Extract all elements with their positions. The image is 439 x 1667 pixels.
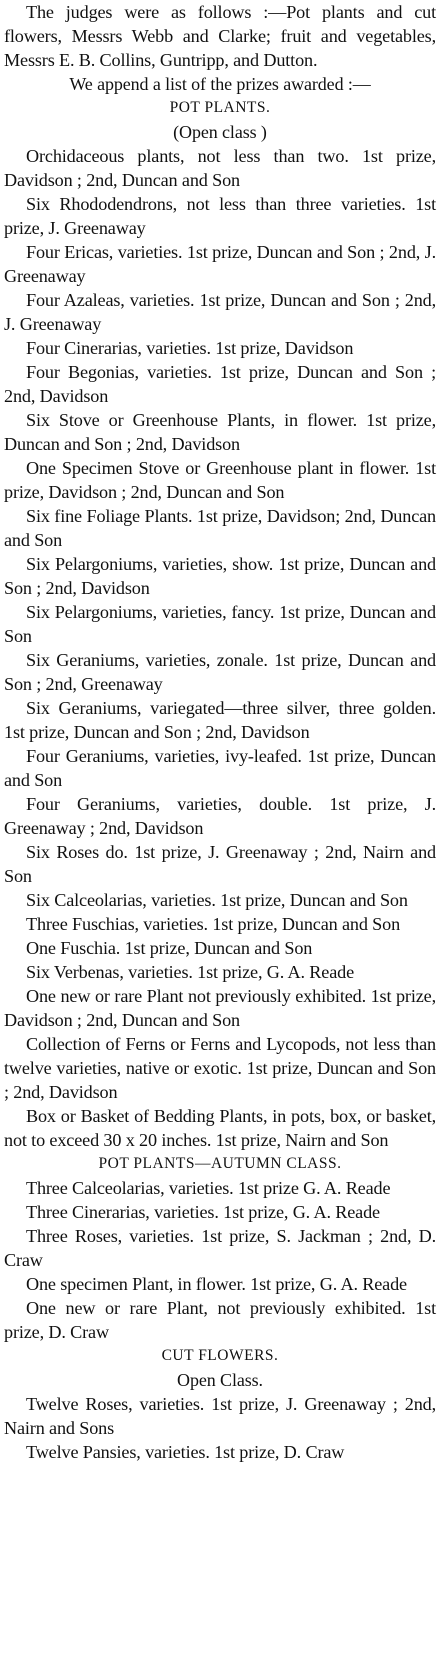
prize-entry: One specimen Plant, in flower. 1st prize, G. A. Reade (26, 1274, 407, 1294)
prize-entry: Six Pelargoniums, varieties, fancy. 1st prize, Duncan and Son (4, 602, 436, 646)
prize-entry: The judges were as follows :—Pot plants and cut flowers, Messrs Webb and Clarke; fruit and vegetables, Messrs E. B. Collins, Guntripp, and Dutton. (4, 2, 436, 70)
section-heading: CUT FLOWERS. (161, 1347, 279, 1364)
prize-entry: Six Roses do. 1st prize, J. Greenaway ; 2nd, Nairn and Son (4, 842, 436, 886)
prize-entry: Orchidaceous plants, not less than two. 1st prize, Davidson ; 2nd, Duncan and Son (4, 146, 436, 190)
section-heading: POT PLANTS. (169, 99, 271, 116)
prize-entry: Six Pelargoniums, varieties, show. 1st prize, Duncan and Son ; 2nd, Davidson (4, 554, 436, 598)
prize-entry: Six Verbenas, varieties. 1st prize, G. A. Reade (26, 962, 354, 982)
prize-entry: One new or rare Plant not previously exhibited. 1st prize, Davidson ; 2nd, Duncan and Son (4, 986, 436, 1030)
prize-entry: Four Azaleas, varieties. 1st prize, Duncan and Son ; 2nd, J. Greenaway (4, 290, 436, 334)
prize-entry: Six Stove or Greenhouse Plants, in flower. 1st prize, Duncan and Son ; 2nd, Davidson (4, 410, 436, 454)
prize-entry: Six Geraniums, varieties, zonale. 1st prize, Duncan and Son ; 2nd, Greenaway (4, 650, 436, 694)
prize-entry: Four Begonias, varieties. 1st prize, Duncan and Son ; 2nd, Davidson (4, 362, 436, 406)
section-heading: POT PLANTS—AUTUMN CLASS. (98, 1155, 342, 1172)
centered-line: Open Class. (177, 1370, 263, 1390)
prize-entry: Six Rhododendrons, not less than three varieties. 1st prize, J. Greenaway (4, 194, 436, 238)
prize-entry: Four Cinerarias, varieties. 1st prize, Davidson (26, 338, 354, 358)
prize-entry: Three Cinerarias, varieties. 1st prize, G. A. Reade (26, 1202, 380, 1222)
prize-entry: Box or Basket of Bedding Plants, in pots, box, or basket, not to exceed 30 x 20 inches. 1st prize, Nairn and Son (4, 1106, 436, 1150)
prize-entry: Four Geraniums, varieties, ivy-leafed. 1st prize, Duncan and Son (4, 746, 436, 790)
prize-entry: Four Ericas, varieties. 1st prize, Duncan and Son ; 2nd, J. Greenaway (4, 242, 436, 286)
prize-entry: Four Geraniums, varieties, double. 1st prize, J. Greenaway ; 2nd, Davidson (4, 794, 436, 838)
prize-entry: Three Roses, varieties. 1st prize, S. Jackman ; 2nd, D. Craw (4, 1226, 436, 1270)
prize-entry: One Fuschia. 1st prize, Duncan and Son (26, 938, 313, 958)
prize-entry: Six Geraniums, variegated—three silver, three golden. 1st prize, Duncan and Son ; 2nd, Davidson (4, 698, 436, 742)
prize-entry: Twelve Pansies, varieties. 1st prize, D. Craw (26, 1442, 345, 1462)
prize-entry: Three Calceolarias, varieties. 1st prize G. A. Reade (26, 1178, 391, 1198)
prize-entry: Six Calceolarias, varieties. 1st prize, Duncan and Son (26, 890, 408, 910)
centered-line: (Open class ) (173, 122, 267, 142)
prize-entry: One new or rare Plant, not previously exhibited. 1st prize, D. Craw (4, 1298, 436, 1342)
prize-entry: Six fine Foliage Plants. 1st prize, Davidson; 2nd, Duncan and Son (4, 506, 436, 550)
centered-line: We append a list of the prizes awarded :— (69, 74, 371, 94)
prize-entry: Twelve Roses, varieties. 1st prize, J. Greenaway ; 2nd, Nairn and Sons (4, 1394, 436, 1438)
prize-entry: Three Fuschias, varieties. 1st prize, Duncan and Son (26, 914, 401, 934)
prize-entry: Collection of Ferns or Ferns and Lycopods, not less than twelve varieties, native or exotic. 1st prize, Duncan and Son ; 2nd, Davidson (4, 1034, 436, 1102)
prize-entry: One Specimen Stove or Greenhouse plant in flower. 1st prize, Davidson ; 2nd, Duncan and Son (4, 458, 436, 502)
